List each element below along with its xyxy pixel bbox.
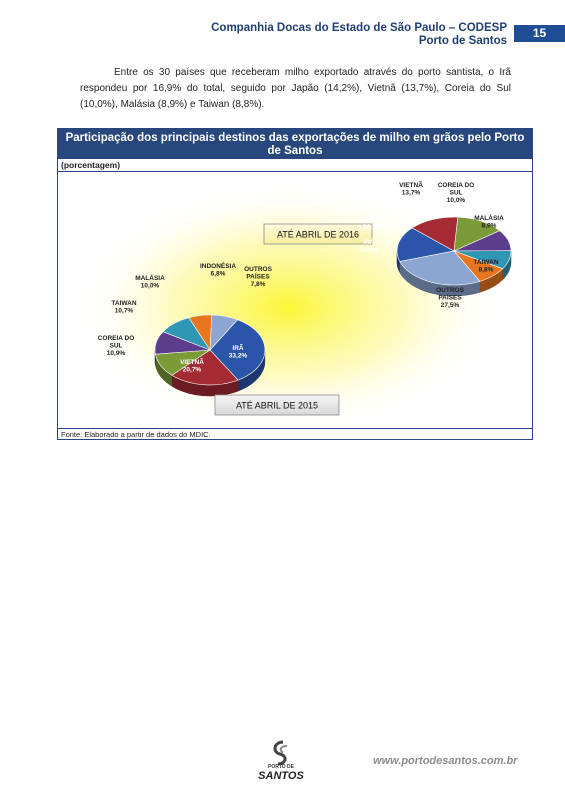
page-header [211, 22, 507, 48]
company-name: Companhia Docas do Estado de São Paulo – CODESP [211, 22, 507, 34]
footer-url: www.portodesantos.com.br [373, 755, 518, 767]
pie-2-title: ATÉ ABRIL DE 2015 [235, 400, 319, 411]
pie-1-label-vietnã: VIETNÃ 13,7% [399, 182, 423, 197]
pie-2-label-malásia: MALÁSIA 10,0% [135, 275, 165, 290]
pie-2-label-coreia-do-sul: COREIA DO SUL 10,9% [97, 335, 135, 357]
chart-unit: (porcentagem) [58, 159, 532, 172]
chart-area [58, 172, 532, 428]
pie-1-label-outros-países: OUTROS PAÍSES 27,5% [436, 287, 464, 309]
port-name: Porto de Santos [418, 35, 507, 47]
logo-line-2: SANTOS [258, 770, 304, 782]
page-number: 15 [514, 25, 565, 42]
pie-2-label-irã: IRÃ 33,2% [228, 345, 248, 360]
chart-title: Participação dos principais destinos das exportações de milho em grãos pelo Porto de Santos [58, 129, 532, 159]
logo-line-1: PORTO DE [267, 764, 295, 770]
pie-1-label-irã: IRÃ 16,9% [359, 239, 379, 254]
pie-1-label-taiwan: TAIWAN 8,8% [473, 259, 499, 274]
pie-2-label-outros-países: OUTROS PAÍSES 7,8% [244, 266, 272, 288]
pie-2-label-vietnã: VIETNÃ 20,7% [180, 359, 204, 374]
pie-1-label-malásia: MALÁSIA 8,9% [474, 215, 504, 230]
chart-source: Fonte: Elaborado a partir de dados do MDIC. [58, 428, 532, 439]
pie-1-title: ATÉ ABRIL DE 2016 [276, 229, 360, 240]
pie-2-label-taiwan: TAIWAN 10,7% [111, 300, 137, 315]
pie-1-label-japão: JAPÃO 14,2% [360, 216, 384, 231]
chart-figure [57, 128, 533, 440]
body-paragraph: Entre os 30 países que receberam milho exportado através do porto santista, o Irã respondeu por 16,9% do total, seguido por Japão (14,2%), Vietnã (13,7%), Coreia do Sul (10,0%), Malásia (8,9%) e Taiwan (8,8%). [80, 67, 511, 110]
pie-1-label-coreia-do-sul: COREIA DO SUL 10,0% [437, 182, 475, 204]
pie-2-label-indonésia: INDONÉSIA 6,8% [199, 263, 237, 278]
pie-charts-svg [58, 172, 532, 428]
porto-de-santos-logo [250, 738, 312, 782]
